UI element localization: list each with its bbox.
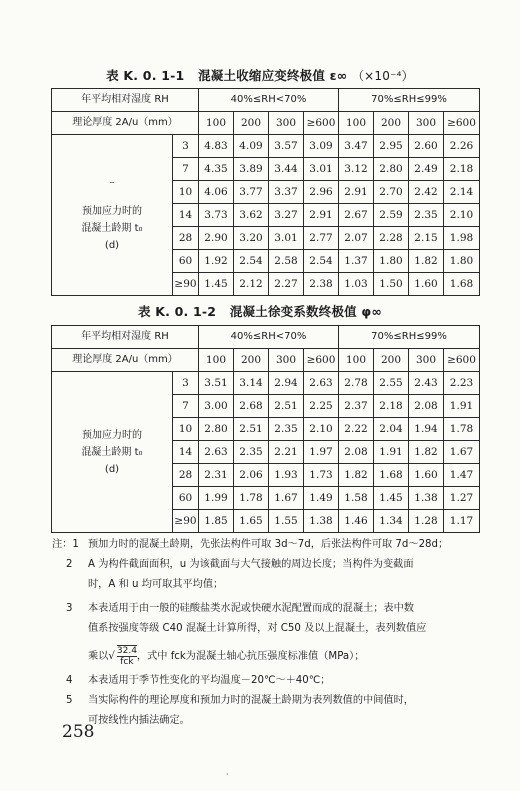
value-cell: 3.12 <box>339 158 374 181</box>
value-cell: 1.60 <box>409 464 444 487</box>
value-cell: 1.45 <box>199 273 234 296</box>
value-cell: 4.09 <box>234 135 269 158</box>
value-cell: 2.04 <box>374 418 409 441</box>
value-cell: 2.90 <box>199 227 234 250</box>
value-cell: 1.78 <box>234 487 269 510</box>
value-cell: 2.18 <box>444 158 480 181</box>
value-cell: 2.10 <box>444 204 480 227</box>
value-cell: 2.95 <box>374 135 409 158</box>
value-cell: 1.82 <box>409 250 444 273</box>
value-cell: 2.94 <box>269 372 304 395</box>
value-cell: 1.99 <box>199 487 234 510</box>
age-cell: 7 <box>173 395 199 418</box>
value-cell: 2.23 <box>444 372 480 395</box>
value-cell: 3.73 <box>199 204 234 227</box>
value-cell: 2.31 <box>199 464 234 487</box>
value-cell: 4.83 <box>199 135 234 158</box>
age-label-line: 预加应力时的 <box>82 205 142 217</box>
value-cell: 1.98 <box>444 227 480 250</box>
value-cell: 3.37 <box>269 181 304 204</box>
table2-caption <box>0 302 520 320</box>
note-2-text-b: 时，A 和 u 均可取其平均值； <box>88 579 224 590</box>
table2-caption-text: 混凝土徐变系数终极值 φ∞ <box>229 304 383 319</box>
value-cell: 2.28 <box>374 227 409 250</box>
humidity-range-high: 70%≤RH≤99% <box>339 89 480 112</box>
value-cell: 1.92 <box>199 250 234 273</box>
value-cell: 2.37 <box>339 395 374 418</box>
age-cell: 28 <box>173 464 199 487</box>
thickness-value: ≥600 <box>304 349 339 372</box>
value-cell: 1.58 <box>339 487 374 510</box>
value-cell: 1.82 <box>339 464 374 487</box>
value-cell: 1.17 <box>444 510 480 533</box>
note-2 <box>52 555 492 595</box>
thickness-value: 200 <box>374 112 409 135</box>
age-row-label <box>52 135 173 296</box>
age-cell: 3 <box>173 135 199 158</box>
thickness-value: 200 <box>374 349 409 372</box>
value-cell: 1.47 <box>444 464 480 487</box>
value-cell: 2.91 <box>339 181 374 204</box>
shrinkage-table <box>51 88 480 296</box>
value-cell: 2.70 <box>374 181 409 204</box>
table2-caption-label: 表 K. 0. 1-2 <box>137 304 217 319</box>
thickness-value: 300 <box>269 112 304 135</box>
humidity-header: 年平均相对湿度 RH <box>52 326 199 349</box>
value-cell: 2.21 <box>269 441 304 464</box>
value-cell: 2.77 <box>304 227 339 250</box>
value-cell: 2.35 <box>234 441 269 464</box>
note-number: 5 <box>66 695 73 706</box>
value-cell: 1.65 <box>234 510 269 533</box>
fraction-numerator: 32.4 <box>116 646 137 656</box>
value-cell: 2.58 <box>269 250 304 273</box>
value-cell: 1.67 <box>269 487 304 510</box>
value-cell: 3.14 <box>234 372 269 395</box>
humidity-header: 年平均相对湿度 RH <box>52 89 199 112</box>
value-cell: 2.07 <box>339 227 374 250</box>
thickness-value: ≥600 <box>444 112 480 135</box>
age-cell: 28 <box>173 227 199 250</box>
value-cell: 4.35 <box>199 158 234 181</box>
note-number: 4 <box>66 675 73 686</box>
thickness-value: 200 <box>234 349 269 372</box>
value-cell: 4.06 <box>199 181 234 204</box>
value-cell: 1.94 <box>409 418 444 441</box>
value-cell: 3.44 <box>269 158 304 181</box>
table1-caption <box>0 66 520 84</box>
value-cell: 1.50 <box>374 273 409 296</box>
value-cell: 2.08 <box>409 395 444 418</box>
page-number: 258 <box>62 722 95 742</box>
note-number: 2 <box>66 559 73 570</box>
value-cell: 2.43 <box>409 372 444 395</box>
value-cell: 1.27 <box>444 487 480 510</box>
note-5 <box>52 691 492 731</box>
age-cell: 3 <box>173 372 199 395</box>
note-3 <box>52 599 492 667</box>
thickness-value: 200 <box>234 112 269 135</box>
value-cell: 2.35 <box>409 204 444 227</box>
age-label-line: (d) <box>104 463 120 475</box>
thickness-value: 300 <box>409 349 444 372</box>
value-cell: 2.60 <box>409 135 444 158</box>
age-cell: ≥90 <box>173 510 199 533</box>
value-cell: 2.51 <box>269 395 304 418</box>
value-cell: 1.49 <box>304 487 339 510</box>
note-number: 3 <box>66 603 73 614</box>
humidity-range-high: 70%≤RH≤99% <box>339 326 480 349</box>
table-row <box>52 135 480 158</box>
table1-caption-text: 混凝土收缩应变终极值 ε∞ <box>198 68 348 83</box>
age-cell: 10 <box>173 418 199 441</box>
value-cell: 2.35 <box>269 418 304 441</box>
thickness-value: ≥600 <box>304 112 339 135</box>
note-4-text: 本表适用于季节性变化的平均温度－20℃～＋40℃； <box>88 675 331 686</box>
note-1 <box>52 535 492 555</box>
value-cell: 1.80 <box>444 250 480 273</box>
age-cell: 14 <box>173 204 199 227</box>
fraction-denominator: fck <box>120 657 134 667</box>
value-cell: 3.62 <box>234 204 269 227</box>
table-row <box>52 372 480 395</box>
value-cell: 3.47 <box>339 135 374 158</box>
value-cell: 2.59 <box>374 204 409 227</box>
value-cell: 3.01 <box>269 227 304 250</box>
value-cell: 1.28 <box>409 510 444 533</box>
thickness-value: 100 <box>339 112 374 135</box>
value-cell: 2.51 <box>234 418 269 441</box>
value-cell: 2.96 <box>304 181 339 204</box>
value-cell: 2.12 <box>234 273 269 296</box>
value-cell: 2.63 <box>199 441 234 464</box>
value-cell: 2.18 <box>374 395 409 418</box>
value-cell: 3.00 <box>199 395 234 418</box>
age-cell: 60 <box>173 250 199 273</box>
notes-block <box>52 535 492 731</box>
value-cell: 1.03 <box>339 273 374 296</box>
value-cell: 1.93 <box>269 464 304 487</box>
note-2-text-a: A 为构件截面面积，u 为该截面与大气接触的周边长度；当构件为变截面 <box>88 559 414 570</box>
sqrt-fraction <box>117 645 137 667</box>
thickness-value: 100 <box>199 112 234 135</box>
value-cell: 1.38 <box>304 510 339 533</box>
value-cell: 3.09 <box>304 135 339 158</box>
value-cell: 2.15 <box>409 227 444 250</box>
value-cell: 1.46 <box>339 510 374 533</box>
age-label-line: 混凝土龄期 t₀ <box>81 222 143 234</box>
value-cell: 2.80 <box>199 418 234 441</box>
value-cell: 2.10 <box>304 418 339 441</box>
table1-caption-label: 表 K. 0. 1-1 <box>106 68 185 83</box>
thickness-header: 理论厚度 2A/u（mm） <box>52 349 199 372</box>
bottom-mark: · <box>226 770 229 779</box>
value-cell: 3.01 <box>304 158 339 181</box>
value-cell: 1.97 <box>304 441 339 464</box>
value-cell: 1.68 <box>444 273 480 296</box>
value-cell: 2.91 <box>304 204 339 227</box>
note-5-text-b: 可按线性内插法确定。 <box>88 715 190 726</box>
value-cell: 1.68 <box>374 464 409 487</box>
age-label-line: 混凝土龄期 t₀ <box>81 446 143 458</box>
value-cell: 2.80 <box>374 158 409 181</box>
value-cell: 2.63 <box>304 372 339 395</box>
value-cell: 2.54 <box>304 250 339 273</box>
value-cell: 3.51 <box>199 372 234 395</box>
value-cell: 2.08 <box>339 441 374 464</box>
value-cell: 3.27 <box>269 204 304 227</box>
value-cell: 1.55 <box>269 510 304 533</box>
note-3-text-c1: 乘以√ <box>88 651 115 662</box>
value-cell: 2.25 <box>304 395 339 418</box>
value-cell: 3.89 <box>234 158 269 181</box>
age-label-line: 预加应力时的 <box>82 429 142 441</box>
value-cell: 1.78 <box>444 418 480 441</box>
value-cell: 2.49 <box>409 158 444 181</box>
value-cell: 1.37 <box>339 250 374 273</box>
value-cell: 2.67 <box>339 204 374 227</box>
value-cell: 2.14 <box>444 181 480 204</box>
thickness-value: 300 <box>409 112 444 135</box>
age-cell: 60 <box>173 487 199 510</box>
value-cell: 2.38 <box>304 273 339 296</box>
value-cell: 1.45 <box>374 487 409 510</box>
value-cell: 1.85 <box>199 510 234 533</box>
age-cell: ≥90 <box>173 273 199 296</box>
age-cell: 14 <box>173 441 199 464</box>
value-cell: 3.57 <box>269 135 304 158</box>
value-cell: 2.55 <box>374 372 409 395</box>
note-4 <box>52 671 492 691</box>
value-cell: 2.26 <box>444 135 480 158</box>
value-cell: 1.73 <box>304 464 339 487</box>
thickness-value: 100 <box>199 349 234 372</box>
value-cell: 2.42 <box>409 181 444 204</box>
value-cell: 1.80 <box>374 250 409 273</box>
value-cell: 3.20 <box>234 227 269 250</box>
value-cell: 1.38 <box>409 487 444 510</box>
age-row-label <box>52 372 173 533</box>
note-1-text: 预加力时的混凝土龄期，先张法构件可取 3d～7d，后张法构件可取 7d～28d； <box>88 539 449 550</box>
creep-table <box>51 325 480 533</box>
value-cell: 1.67 <box>444 441 480 464</box>
thickness-value: 300 <box>269 349 304 372</box>
value-cell: 1.82 <box>409 441 444 464</box>
value-cell: 1.91 <box>444 395 480 418</box>
value-cell: 2.06 <box>234 464 269 487</box>
value-cell: 2.78 <box>339 372 374 395</box>
age-cell: 10 <box>173 181 199 204</box>
humidity-range-low: 40%≤RH<70% <box>199 326 339 349</box>
value-cell: 2.68 <box>234 395 269 418</box>
value-cell: 3.77 <box>234 181 269 204</box>
value-cell: 1.60 <box>409 273 444 296</box>
value-cell: 1.91 <box>374 441 409 464</box>
age-cell: 7 <box>173 158 199 181</box>
note-3-text-c2: ，式中 fck为混凝土轴心抗压强度标准值（MPa）； <box>136 651 365 662</box>
note-3-text-a: 本表适用于由一般的硅酸盐类水泥或快硬水泥配置而成的混凝土；表中数 <box>88 603 414 614</box>
humidity-range-low: 40%≤RH<70% <box>199 89 339 112</box>
note-5-text-a: 当实际构件的理论厚度和预加力时的混凝土龄期为表列数值的中间值时， <box>88 695 414 706</box>
age-label-line: (d) <box>104 239 120 251</box>
value-cell: 2.54 <box>234 250 269 273</box>
value-cell: 1.34 <box>374 510 409 533</box>
notes-prefix: 注：1 <box>52 539 79 550</box>
value-cell: 2.22 <box>339 418 374 441</box>
value-cell: 2.27 <box>269 273 304 296</box>
thickness-value: 100 <box>339 349 374 372</box>
note-3-text-b: 值系按强度等级 C40 混凝土计算所得，对 C50 及以上混凝土，表列数值应 <box>88 623 427 634</box>
dash-mark: – <box>109 176 115 188</box>
thickness-value: ≥600 <box>444 349 480 372</box>
table1-caption-unit: （×10⁻⁴） <box>351 69 414 83</box>
thickness-header: 理论厚度 2A/u（mm） <box>52 112 199 135</box>
